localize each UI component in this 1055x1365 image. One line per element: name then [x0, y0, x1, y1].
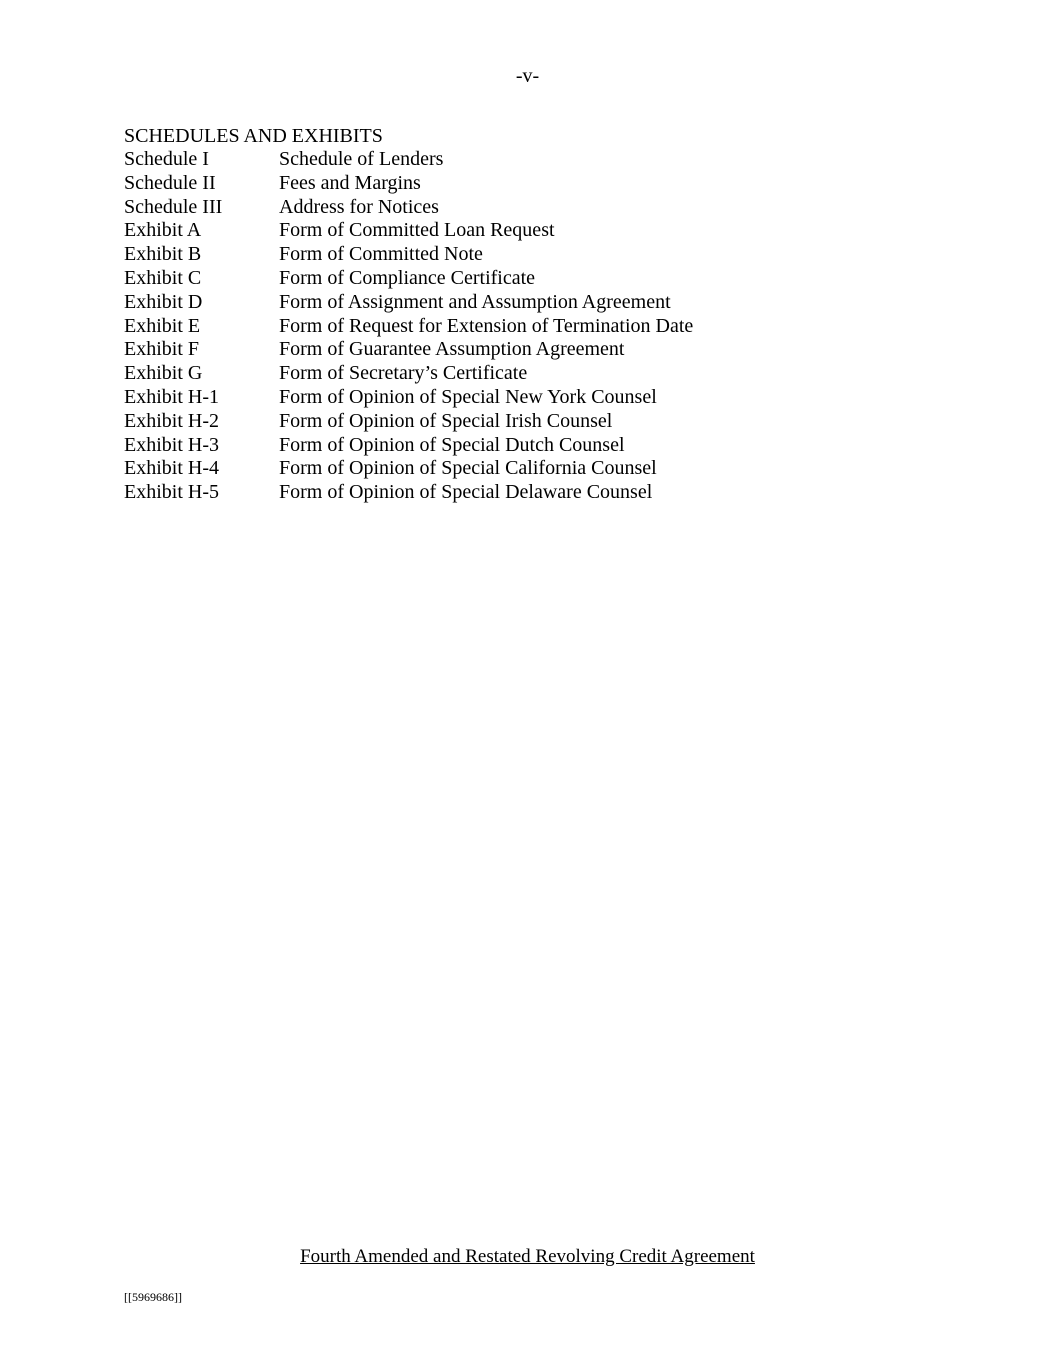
- entry-description: Fees and Margins: [279, 171, 421, 194]
- entry-label: Exhibit H-5: [124, 481, 219, 504]
- entry-row: [124, 315, 944, 339]
- entry-row: [124, 148, 944, 172]
- entry-label: Exhibit A: [124, 219, 202, 242]
- entry-row: [124, 434, 944, 458]
- entry-description: Form of Opinion of Special Irish Counsel: [279, 409, 613, 432]
- entry-description: Form of Request for Extension of Termination Date: [279, 314, 694, 337]
- entry-description: Form of Opinion of Special California Counsel: [279, 457, 657, 480]
- entry-label: Exhibit D: [124, 290, 203, 313]
- entry-row: [124, 410, 944, 434]
- entry-description: Form of Committed Loan Request: [279, 219, 555, 242]
- entry-description: Form of Opinion of Special New York Counsel: [279, 385, 657, 408]
- entry-description: Form of Opinion of Special Dutch Counsel: [279, 433, 625, 456]
- entry-row: [124, 457, 944, 481]
- entry-description: Form of Secretary’s Certificate: [279, 362, 528, 385]
- entry-row: [124, 243, 944, 267]
- entry-label: Exhibit H-1: [124, 385, 219, 408]
- entry-label: Exhibit G: [124, 362, 203, 385]
- entry-row: [124, 338, 944, 362]
- entry-row: [124, 362, 944, 386]
- entry-description: Form of Committed Note: [279, 243, 483, 266]
- entry-label: Exhibit H-2: [124, 409, 219, 432]
- entry-label: Exhibit F: [124, 338, 200, 361]
- entry-row: [124, 196, 944, 220]
- entry-row: [124, 172, 944, 196]
- entry-description: Form of Compliance Certificate: [279, 266, 536, 289]
- entry-label: Exhibit C: [124, 266, 202, 289]
- entry-list: [124, 148, 944, 505]
- entry-label: Schedule III: [124, 195, 223, 218]
- entry-row: [124, 267, 944, 291]
- document-id: [[5969686]]: [124, 1290, 182, 1304]
- entry-label: Exhibit B: [124, 243, 202, 266]
- section-title: SCHEDULES AND EXHIBITS: [124, 125, 383, 147]
- entry-description: Form of Assignment and Assumption Agreement: [279, 290, 671, 313]
- schedules-and-exhibits-section: [124, 124, 944, 505]
- entry-row: [124, 386, 944, 410]
- entry-label: Schedule II: [124, 171, 216, 194]
- entry-row: [124, 291, 944, 315]
- page-number: -v-: [515, 65, 540, 87]
- entry-description: Address for Notices: [279, 195, 439, 218]
- entry-row: [124, 219, 944, 243]
- entry-label: Exhibit E: [124, 314, 201, 337]
- entry-label: Schedule I: [124, 148, 209, 170]
- entry-row: [124, 481, 944, 505]
- entry-label: Exhibit H-3: [124, 433, 219, 456]
- entry-description: Form of Guarantee Assumption Agreement: [279, 338, 625, 361]
- entry-label: Exhibit H-4: [124, 457, 219, 480]
- entry-description: Form of Opinion of Special Delaware Counsel: [279, 481, 653, 504]
- entry-description: Schedule of Lenders: [279, 148, 444, 170]
- footer-agreement-title: Fourth Amended and Restated Revolving Credit Agreement: [300, 1246, 755, 1267]
